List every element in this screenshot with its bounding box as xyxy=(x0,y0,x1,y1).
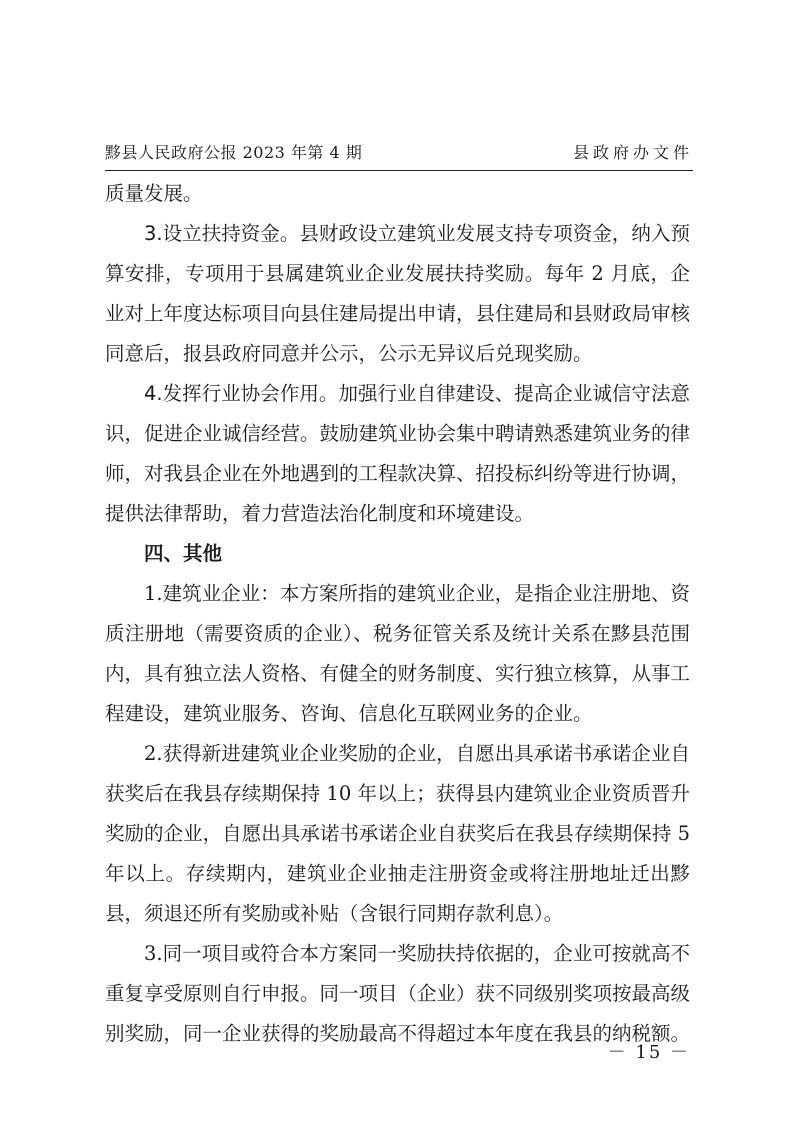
running-header xyxy=(105,142,693,171)
paragraph-text: 1.建筑业企业：本方案所指的建筑业企业，是指企业注册地、资质注册地（需要资质的企业）、税务征管关系及统计关系在黟县范围内，具有独立法人资格、有健全的财务制度、实行独立核算，从事工程建设，建筑业服务、咨询、信息化互联网业务的企业。 xyxy=(105,582,691,725)
body-text xyxy=(105,174,690,1054)
paragraph-text: 县财政设立建筑业发展支持专项资金，纳入预算安排，专项用于县属建筑业企业发展扶持奖励。每年 2 月底，企业对上年度达标项目向县住建局提出申请，县住建局和县财政局审核同意后，报县政府同意并公示，公示无异议后兑现奖励。 xyxy=(105,222,691,365)
paragraph-lead: 4.发挥行业协会作用。 xyxy=(144,382,339,405)
paragraph-funding xyxy=(105,214,690,374)
section-heading: 四、其他 xyxy=(144,542,223,565)
paragraph-lead: 3.设立扶持资金。 xyxy=(144,222,300,245)
paragraph-no-duplicate xyxy=(105,934,690,1054)
paragraph-text: 3.同一项目或符合本方案同一奖励扶持依据的，企业可按就高不重复享受原则自行申报。同一项目（企业）获不同级别奖项按最高级别奖励，同一企业获得的奖励最高不得超过本年度在我县的纳税额。 xyxy=(105,942,691,1045)
paragraph-commitment xyxy=(105,734,690,934)
paragraph-continuation xyxy=(105,174,690,214)
header-publication: 黟县人民政府公报 2023 年第 4 期 xyxy=(105,143,363,162)
paragraph-definition xyxy=(105,574,690,734)
header-section: 县政府办文件 xyxy=(572,143,693,162)
paragraph-association xyxy=(105,374,690,534)
paragraph-text: 质量发展。 xyxy=(105,182,203,205)
paragraph-text: 2.获得新进建筑业企业奖励的企业，自愿出具承诺书承诺企业自获奖后在我县存续期保持 10 年以上；获得县内建筑业企业资质晋升奖励的企业，自愿出具承诺书承诺企业自获奖后在我县存续期保持 5 年以上。存续期内，建筑业企业抽走注册资金或将注册地址迁出黟县，须退还所有奖励或补贴（含银行同期存款利息）。 xyxy=(105,742,690,925)
page-number: － 15 － xyxy=(607,1042,690,1063)
paragraph-text: 加强行业自律建设、提高企业诚信守法意识，促进企业诚信经营。鼓励建筑业协会集中聘请熟悉建筑业务的律师，对我县企业在外地遇到的工程款决算、招投标纠纷等进行协调，提供法律帮助，着力营造法治化制度和环境建设。 xyxy=(105,382,691,525)
